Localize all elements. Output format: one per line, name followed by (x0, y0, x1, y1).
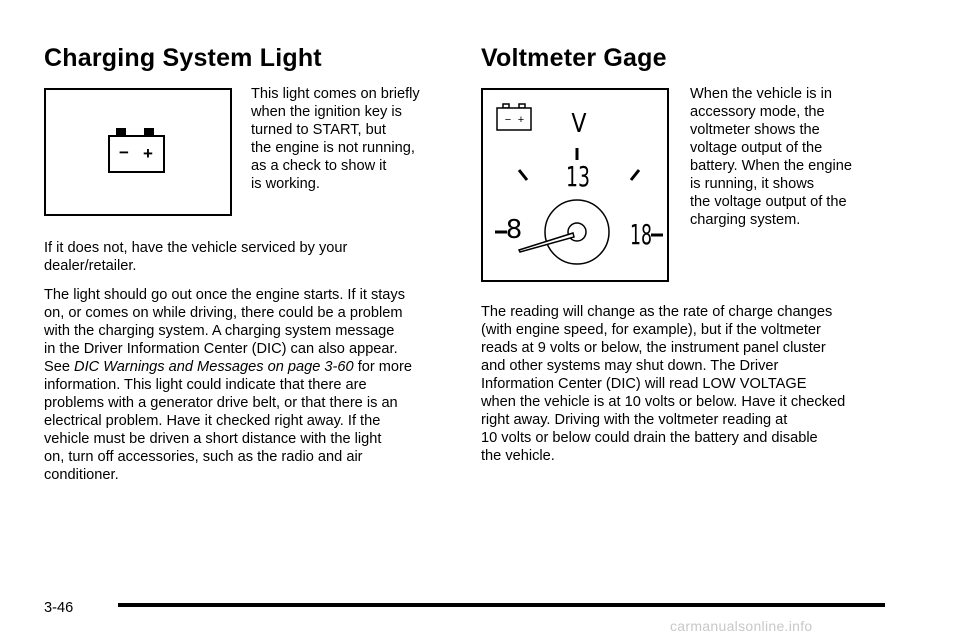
text-line: the vehicle. (481, 448, 555, 464)
page-number: 3-46 (44, 600, 74, 616)
text-line: turned to START, but (251, 122, 386, 138)
battery-minus-sign: − (119, 143, 129, 162)
gauge-max-label: 18 (630, 218, 652, 251)
text-line: the voltage output of the (690, 194, 847, 210)
battery-plus-sign: + (517, 114, 525, 126)
text-line: in the Driver Information Center (DIC) can also appear. (44, 341, 398, 357)
paragraph-voltmeter-reading (481, 303, 901, 465)
voltmeter-gage-figure (481, 88, 669, 282)
charging-light-body (44, 239, 454, 495)
text-line: voltmeter shows the (690, 122, 820, 138)
battery-plus-sign: + (143, 144, 153, 163)
text-line: If it does not, have the vehicle serviced by your (44, 240, 348, 256)
watermark: carmanualsonline.info (670, 618, 813, 634)
battery-minus-sign: − (504, 114, 512, 126)
text-line: battery. When the engine (690, 158, 852, 174)
paragraph-dealer (44, 239, 454, 275)
text-line-with-reference (44, 358, 454, 376)
text-line: dealer/retailer. (44, 258, 137, 274)
text-line: when the ignition key is (251, 104, 402, 120)
voltmeter-side-text (690, 85, 910, 229)
text-line: Information Center (DIC) will read LOW VOLTAGE (481, 376, 807, 392)
battery-icon (497, 104, 531, 130)
text-line: voltage output of the (690, 140, 823, 156)
text-line: accessory mode, the (690, 104, 825, 120)
text-line: information. This light could indicate that there are (44, 377, 367, 393)
text-line: the engine is not running, (251, 140, 415, 156)
text-line: and other systems may shut down. The Driver (481, 358, 779, 374)
paragraph-light-goes-out (44, 286, 454, 484)
charging-system-light-figure (44, 88, 232, 216)
text-line: This light comes on briefly (251, 86, 420, 102)
gauge-mid-label: 13 (566, 160, 590, 193)
text-line: The light should go out once the engine starts. If it stays (44, 287, 406, 303)
text-line: as a check to show it (251, 158, 387, 174)
gauge-min-label: 8 (505, 215, 523, 245)
battery-icon (46, 90, 230, 214)
text-line: 10 volts or below could drain the battery and disable (481, 430, 818, 446)
text-line: problems with a generator drive belt, or that there is an (44, 395, 398, 411)
charging-light-side-text (251, 85, 451, 193)
text-line: vehicle must be driven a short distance with the light (44, 431, 382, 447)
text-line: (with engine speed, for example), but if the voltmeter (481, 322, 821, 338)
text-line: conditioner. (44, 467, 119, 483)
text-line: right away. Driving with the voltmeter reading at (481, 412, 788, 428)
text-line: When the vehicle is in (690, 86, 832, 102)
voltmeter-body (481, 303, 901, 476)
heading-voltmeter-gage: Voltmeter Gage (481, 44, 667, 72)
voltmeter-gauge-illustration (483, 90, 667, 280)
text-line: reads at 9 volts or below, the instrument panel cluster (481, 340, 826, 356)
text-line: is running, it shows (690, 176, 815, 192)
dic-warnings-reference-link[interactable]: DIC Warnings and Messages on page 3-60 (74, 359, 354, 375)
text-line: on, turn off accessories, such as the radio and air (44, 449, 363, 465)
text-line: The reading will change as the rate of charge changes (481, 304, 833, 320)
see-suffix: for more (353, 359, 413, 375)
text-line: electrical problem. Have it checked right away. If the (44, 413, 381, 429)
see-prefix: See (44, 359, 75, 375)
footer-rule (118, 603, 885, 607)
text-line: with the charging system. A charging system message (44, 323, 395, 339)
text-line: when the vehicle is at 10 volts or below. Have it checked (481, 394, 846, 410)
text-line: charging system. (690, 212, 801, 228)
text-line: is working. (251, 176, 320, 192)
gauge-unit-label: V (571, 108, 587, 139)
text-line: on, or comes on while driving, there could be a problem (44, 305, 403, 321)
heading-charging-system-light: Charging System Light (44, 44, 322, 72)
